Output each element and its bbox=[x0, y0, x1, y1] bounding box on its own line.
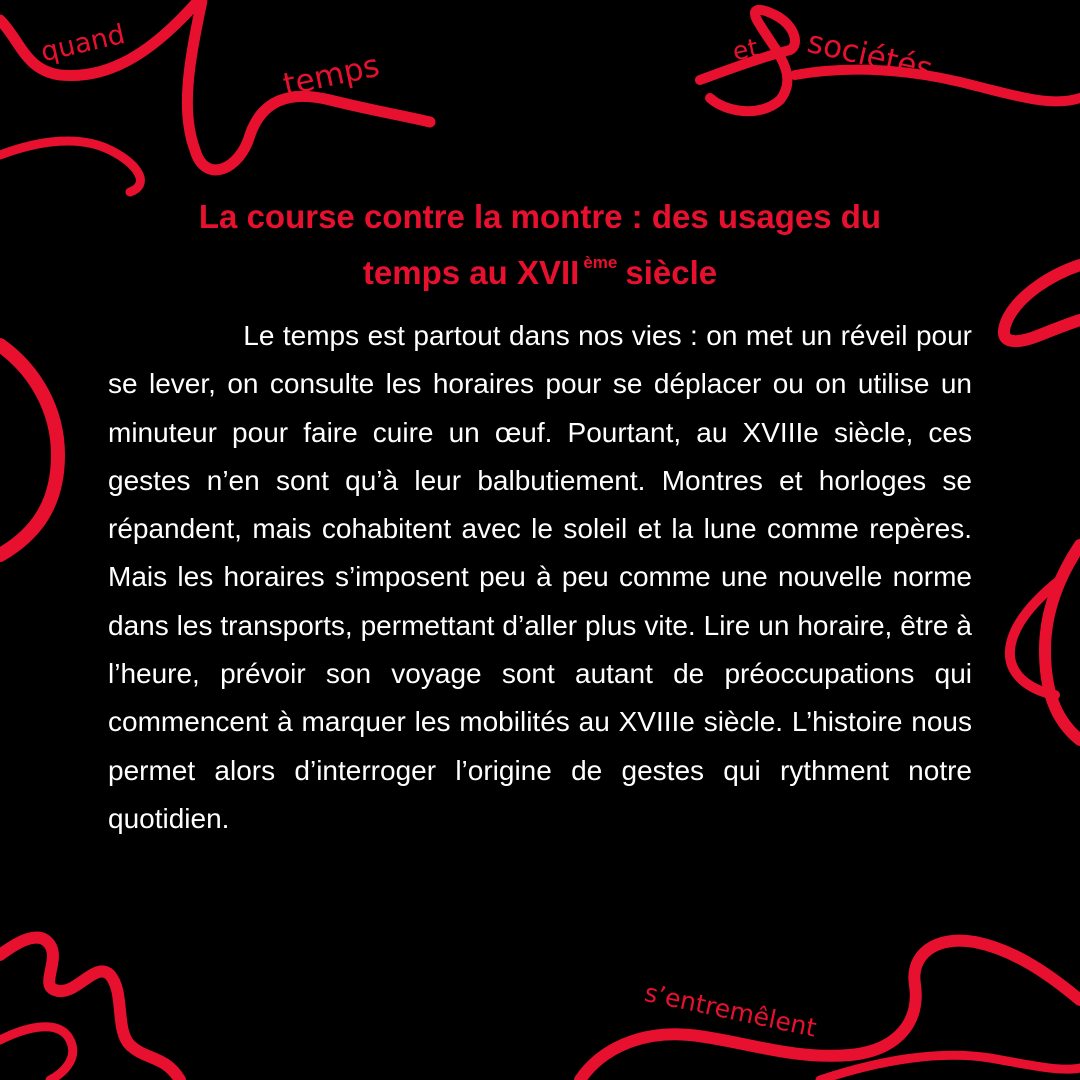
title-line-2-suffix: siècle bbox=[625, 254, 718, 291]
title-line-1: La course contre la montre : des usages du bbox=[198, 198, 882, 235]
decor-word-sentremelent: s’entremêlent bbox=[641, 978, 820, 1043]
ribbon-bottom-left bbox=[0, 938, 180, 1080]
title-superscript: ème bbox=[583, 253, 618, 272]
title-line-2-prefix: temps au XVII bbox=[362, 254, 580, 291]
decor-word-et: et bbox=[730, 32, 761, 67]
ribbon-right-upper bbox=[1004, 265, 1080, 341]
ribbon-top-right-swirl bbox=[795, 70, 1080, 102]
ribbon-left-middle bbox=[0, 345, 58, 555]
page-title bbox=[100, 192, 980, 298]
decor-word-temps: temps bbox=[280, 47, 383, 104]
body-paragraph: Le temps est partout dans nos vies : on met un réveil pour se lever, on consulte les horaires pour se déplacer ou on utilise un minuteur pour faire cuire un œuf. Pourtant, au XVIIIe siècle, ces gestes n’en sont qu’à leur balbutiement. Montres et horloges se répandent, mais cohabitent avec le soleil et la lune comme repères. Mais les horaires s’imposent peu à peu comme une nouvelle norme dans les transports, permettant d’aller plus vite. Lire un horaire, être à l’heure, prévoir son voyage sont autant de préoccupations qui commencent à marquer les mobilités au XVIIIe siècle. L’histoire nous permet alors d’interroger l’origine de gestes qui rythment notre quotidien. bbox=[108, 320, 972, 834]
ribbon-right-middle bbox=[1045, 545, 1080, 740]
decor-word-quand: quand bbox=[38, 18, 128, 69]
ribbon-bottom-left-loop bbox=[0, 1027, 73, 1080]
ribbon-top-left-lower bbox=[0, 141, 140, 192]
decor-word-societes: sociétés bbox=[803, 24, 936, 88]
